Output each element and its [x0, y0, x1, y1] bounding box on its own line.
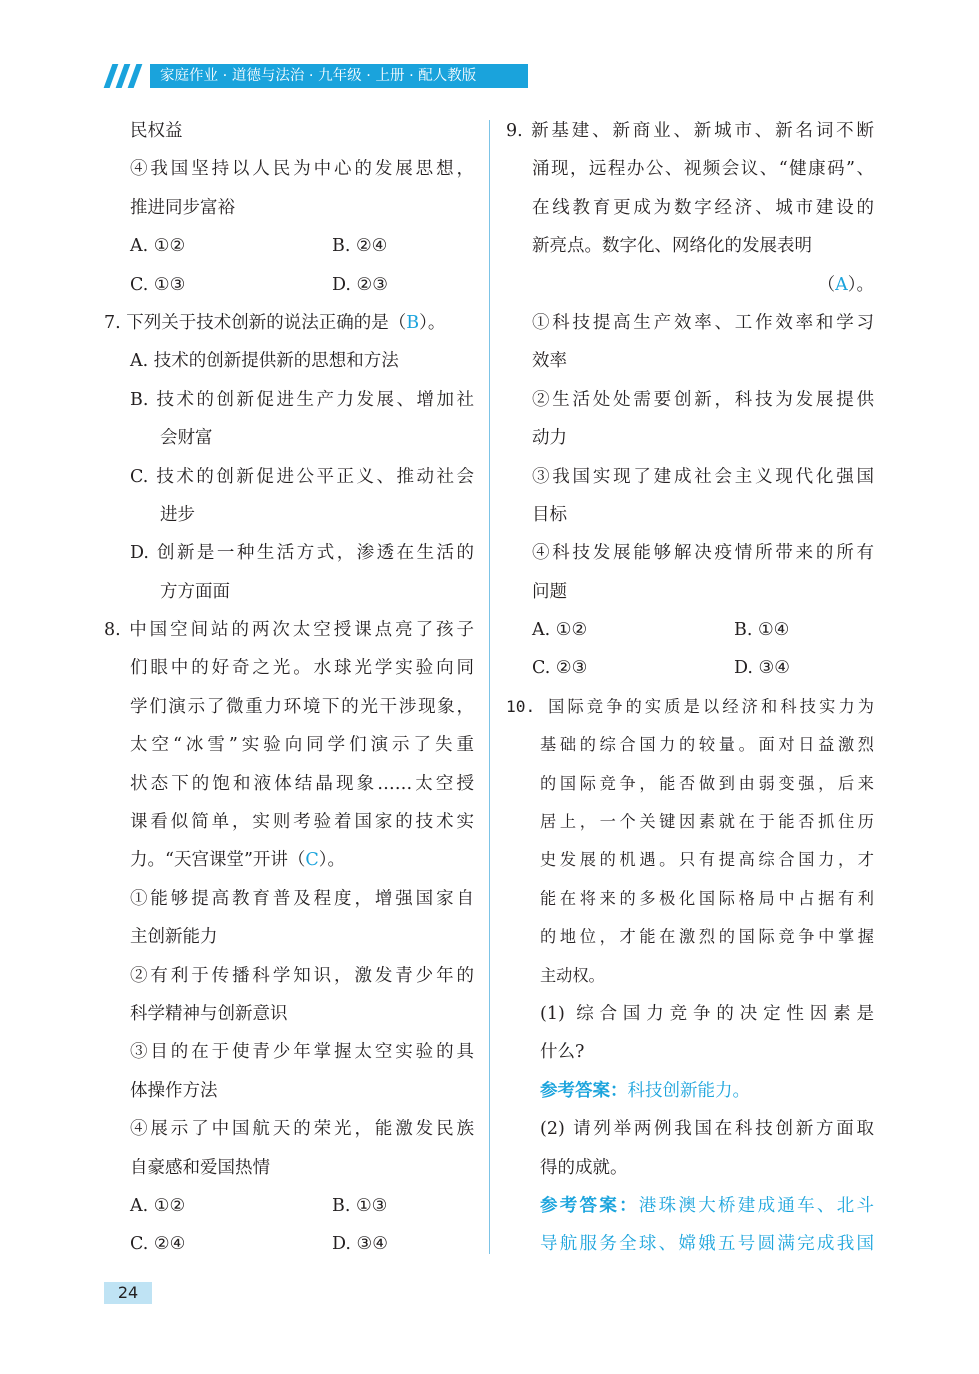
- option-d: D. ③④: [332, 1234, 388, 1255]
- statement-2-cont: 动力: [532, 428, 567, 449]
- statement-2: ②生活处处需要创新，科技为发展提供: [532, 389, 874, 410]
- question-7-stem: 7. 下列关于技术创新的说法正确的是（B）。: [104, 312, 446, 333]
- option-b: B. ①④: [734, 620, 790, 641]
- option-a: A. ①②: [532, 620, 588, 641]
- text-line: 主动权。: [540, 965, 605, 985]
- text-line: 们眼中的好奇之光。水球光学实验向同: [130, 658, 474, 679]
- statement-4-cont: 问题: [532, 581, 567, 602]
- left-column: [104, 112, 474, 1264]
- options-row: [506, 649, 874, 687]
- text-line: 能在将来的多极化国际格局中占据有利: [540, 888, 874, 908]
- answer-mark: A: [835, 274, 848, 295]
- sub-question-1: (1) 综合国力竞争的决定性因素是: [540, 1003, 874, 1024]
- statement-3: ③我国实现了建成社会主义现代化强国: [532, 466, 874, 487]
- statement-4-cont: 自豪感和爱国热情: [130, 1157, 270, 1178]
- statement-2: ②有利于传播科学知识，激发青少年的: [130, 965, 474, 986]
- text-line: 在线教育更成为数字经济、城市建设的: [532, 197, 874, 218]
- sub-question-2: (2) 请列举两例我国在科技创新方面取: [540, 1119, 874, 1140]
- statement-4: ④展示了中国航天的荣光，能激发民族: [130, 1119, 474, 1140]
- page-number: 24: [104, 1282, 152, 1304]
- sub-question-2-cont: 得的成就。: [540, 1157, 628, 1178]
- text-line: 推进同步富裕: [130, 197, 235, 218]
- text-line: 涌现，远程办公、视频会议、“健康码”、: [532, 159, 874, 180]
- question-10-stem: 10. 国际竞争的实质是以经济和科技实力为: [506, 696, 874, 716]
- reference-answer-1: 参考答案：科技创新能力。: [540, 1080, 750, 1101]
- option-d: D. ③④: [734, 658, 790, 679]
- statement-1: ①能够提高教育普及程度，增强国家自: [130, 888, 474, 909]
- text-line: 力。“天宫课堂”开讲（C）。: [130, 850, 346, 871]
- option-a: A. 技术的创新提供新的思想和方法: [130, 351, 399, 372]
- options-row: [506, 611, 874, 649]
- statement-3-cont: 体操作方法: [130, 1080, 218, 1101]
- answer-mark: B: [406, 312, 420, 333]
- text-line: 学们演示了微重力环境下的光干涉现象，: [130, 696, 474, 717]
- option-c-cont: 进步: [160, 504, 195, 525]
- text-line: 的地位，才能在激烈的国际竞争中掌握: [540, 927, 874, 947]
- option-c: C. ②③: [532, 658, 588, 679]
- option-b: B. 技术的创新促进生产力发展、增加社: [130, 389, 474, 410]
- reference-answer-2-cont: 导航服务全球、嫦娥五号圆满完成我国: [540, 1234, 874, 1255]
- text-line: 新亮点。数字化、网络化的发展表明: [532, 236, 812, 257]
- column-divider: [489, 120, 490, 1254]
- text-line: 课看似简单，实则考验着国家的技术实: [130, 812, 474, 833]
- text-line: 民权益: [130, 121, 183, 141]
- question-8-stem: 8. 中国空间站的两次太空授课点亮了孩子: [104, 620, 474, 641]
- running-header: [104, 64, 528, 88]
- option-d-cont: 方方面面: [160, 581, 230, 602]
- header-title: 家庭作业 · 道德与法治 · 九年级 · 上册 · 配人教版: [150, 64, 528, 88]
- option-a: A. ①②: [130, 236, 186, 257]
- answer-label: 参考答案：: [540, 1195, 639, 1216]
- options-row: [104, 1187, 474, 1225]
- statement-1-cont: 效率: [532, 351, 567, 372]
- options-row: [104, 227, 474, 265]
- statement-4: ④科技发展能够解决疫情所带来的所有: [532, 543, 874, 564]
- text-line: 的国际竞争，能否做到由弱变强，后来: [540, 773, 874, 793]
- statement-3: ③目的在于使青少年掌握太空实验的具: [130, 1042, 474, 1063]
- statement-1: ①科技提高生产效率、工作效率和学习: [532, 312, 874, 333]
- text-line: 太空“冰雪”实验向同学们演示了失重: [130, 735, 474, 756]
- option-b-cont: 会财富: [160, 428, 213, 449]
- option-d: D. 创新是一种生活方式，渗透在生活的: [130, 543, 474, 564]
- answer-mark: C: [305, 850, 319, 871]
- text-line: 基础的综合国力的较量。面对日益激烈: [540, 735, 874, 755]
- text-line: 史发展的机遇。只有提高综合国力，才: [540, 850, 874, 870]
- statement-3-cont: 目标: [532, 504, 567, 525]
- slash-ornament-icon: [104, 64, 150, 88]
- option-b: B. ②④: [332, 236, 388, 257]
- sub-question-1-cont: 什么?: [540, 1042, 585, 1063]
- right-column: [506, 112, 874, 1264]
- option-d: D. ②③: [332, 274, 388, 295]
- option-c: C. ②④: [130, 1234, 186, 1255]
- option-c: C. ①③: [130, 274, 186, 295]
- statement-1-cont: 主创新能力: [130, 927, 218, 948]
- option-c: C. 技术的创新促进公平正义、推动社会: [130, 466, 474, 487]
- reference-answer-2: 参考答案：港珠澳大桥建成通车、北斗: [540, 1195, 874, 1216]
- answer-label: 参考答案：: [540, 1080, 628, 1101]
- text-line: 居上，一个关键因素就在于能否抓住历: [540, 812, 874, 832]
- statement-2-cont: 科学精神与创新意识: [130, 1003, 288, 1024]
- option-a: A. ①②: [130, 1195, 186, 1216]
- options-row: [104, 266, 474, 304]
- option-b: B. ①③: [332, 1195, 388, 1216]
- options-row: [104, 1225, 474, 1263]
- text-line: 状态下的饱和液体结晶现象……太空授: [130, 773, 474, 794]
- text-line: ④我国坚持以人民为中心的发展思想，: [130, 159, 474, 180]
- question-9-stem: 9. 新基建、新商业、新城市、新名词不断: [506, 121, 874, 141]
- answer-paren: （A）。: [817, 274, 874, 295]
